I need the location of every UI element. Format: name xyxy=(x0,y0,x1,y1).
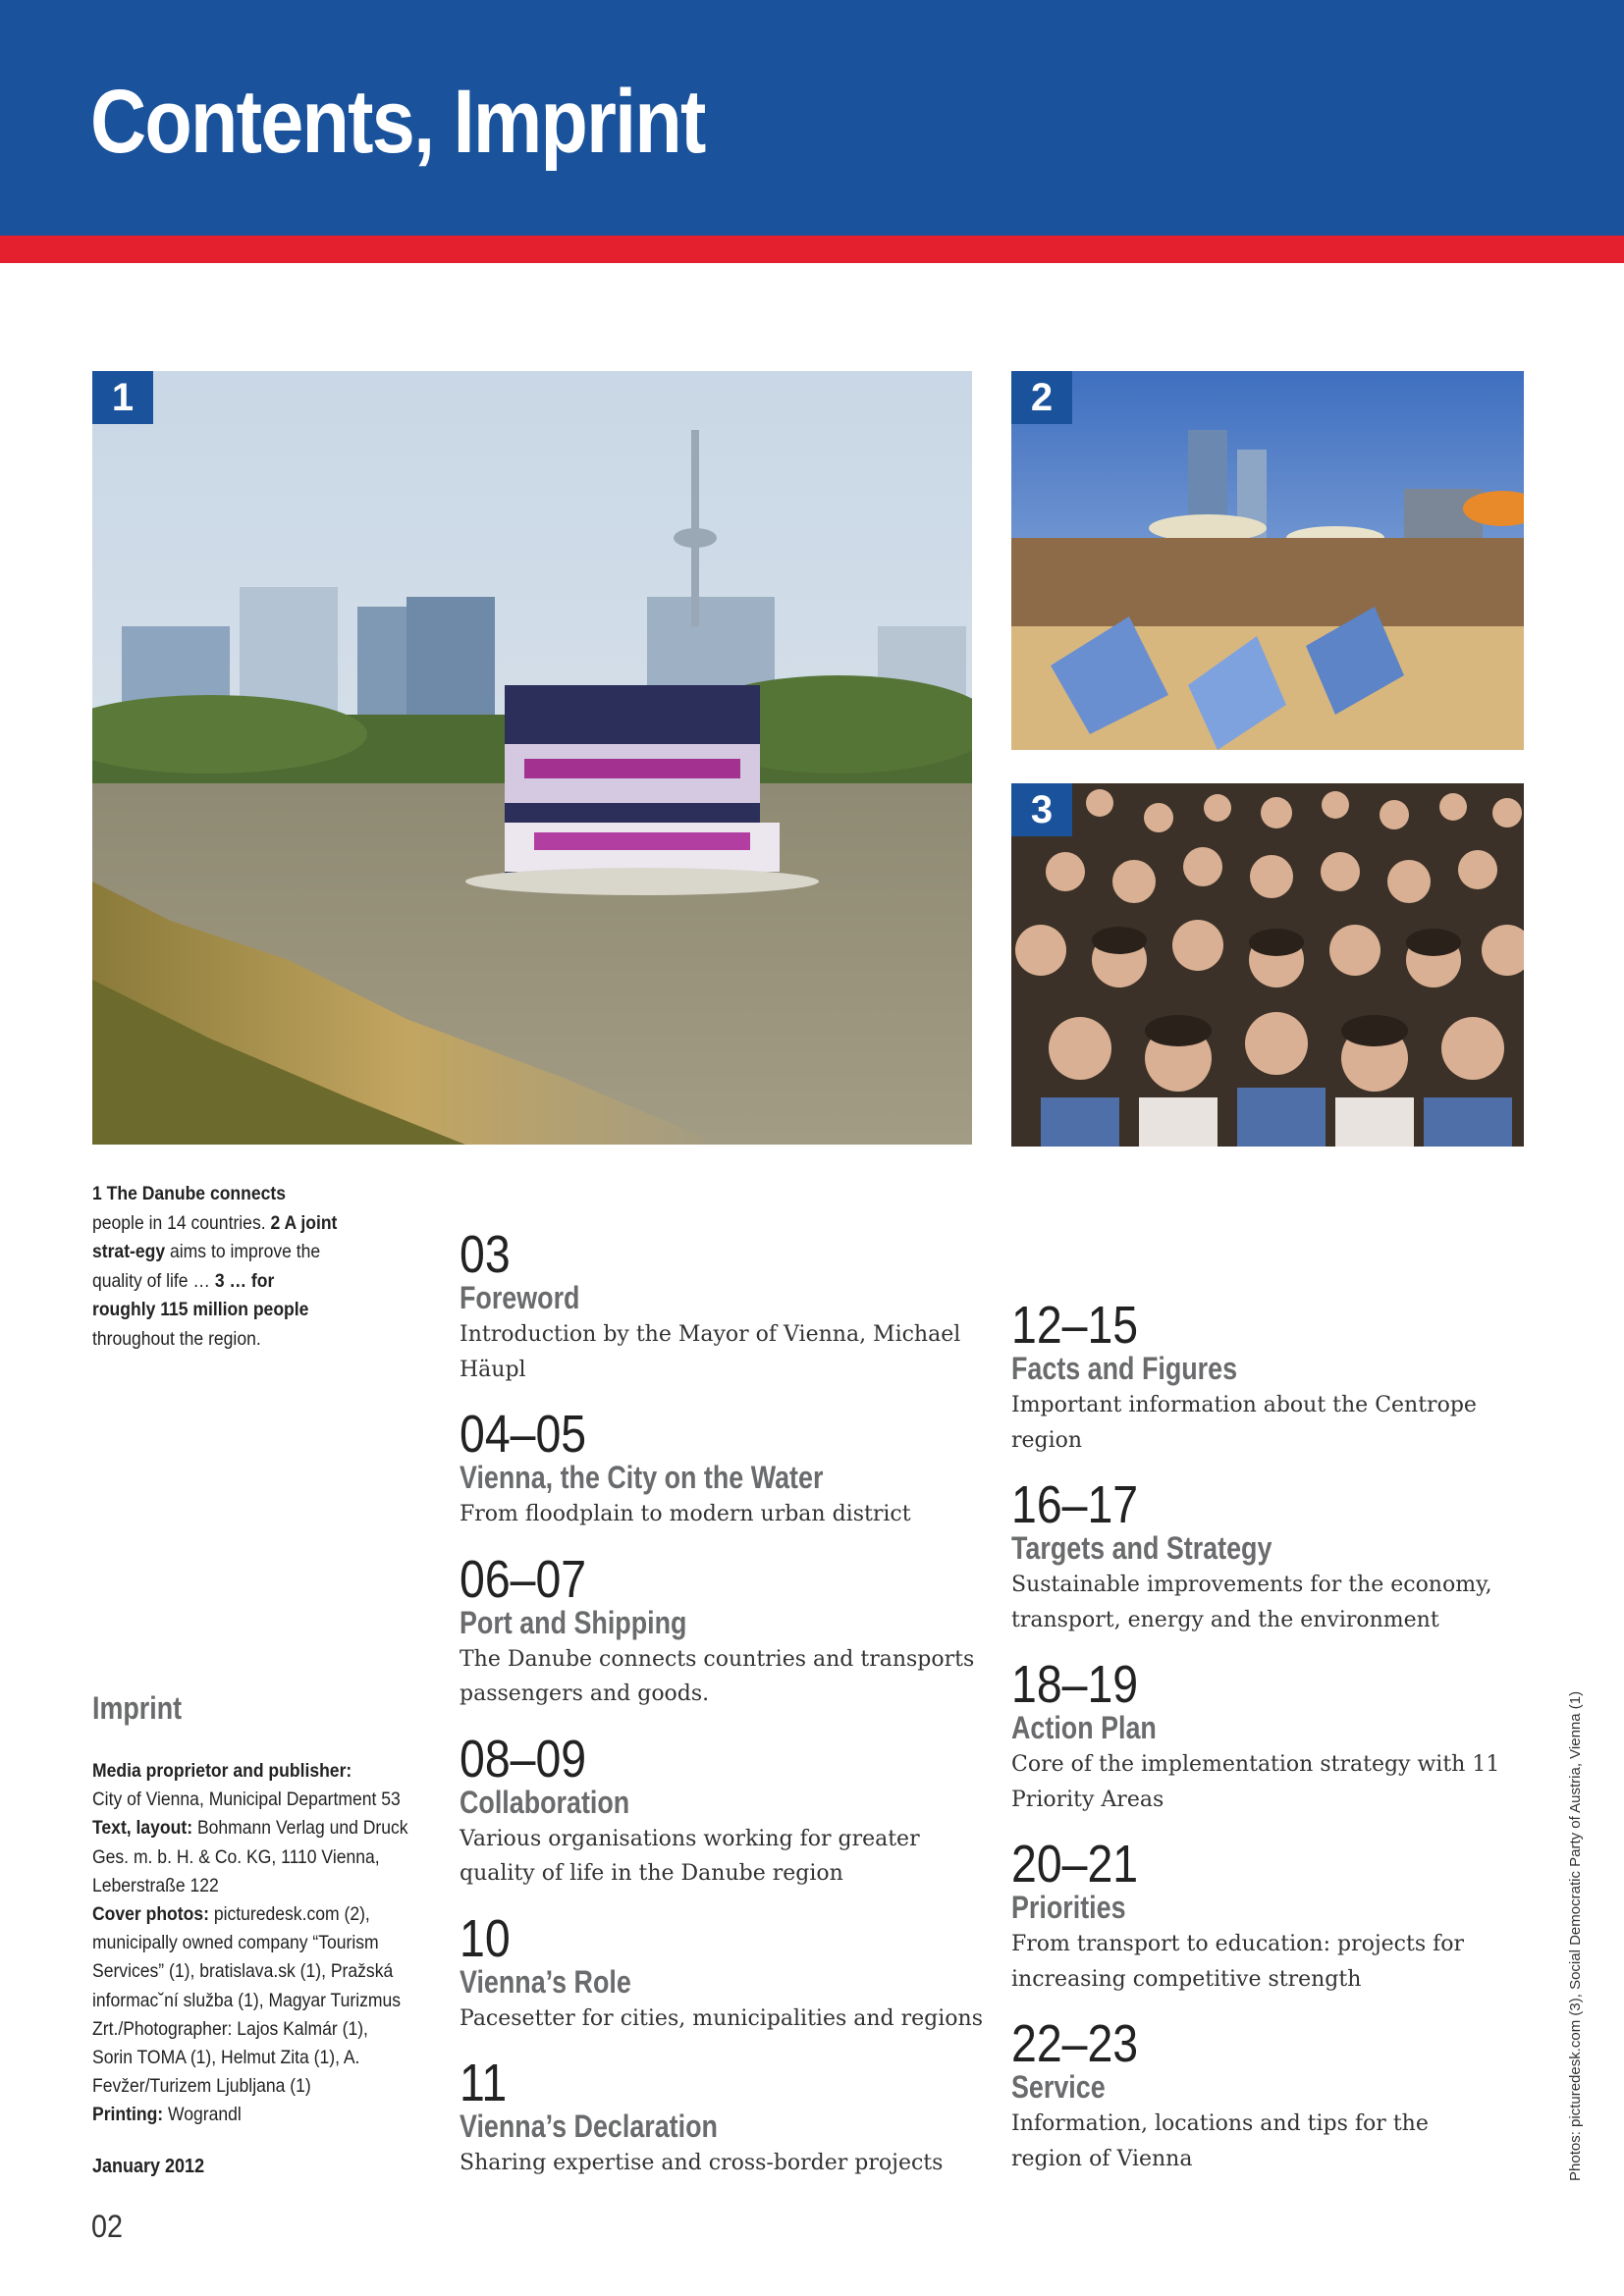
photo-caption xyxy=(92,1180,340,1354)
imprint-label: Text, layout: xyxy=(92,1817,193,1840)
toc-page-number: 12–15 xyxy=(1011,1296,1139,1355)
imprint-text: Wograndl xyxy=(163,2104,242,2126)
toc-heading: Targets and Strategy xyxy=(1011,1530,1272,1566)
photo-badge: 3 xyxy=(1011,783,1072,836)
toc-description: From floodplain to modern urban district xyxy=(460,1502,911,1526)
toc-description: Core of the implementation strategy with 11 Priority Areas xyxy=(1011,1752,1500,1812)
photo-badge: 1 xyxy=(92,371,153,424)
photo-badge: 2 xyxy=(1011,371,1072,424)
page-title: Contents, Imprint xyxy=(90,72,705,172)
toc-entry[interactable] xyxy=(460,1729,990,1892)
toc-heading: Vienna, the City on the Water xyxy=(460,1460,824,1495)
toc-column-left xyxy=(460,1225,990,2203)
toc-description: Important information about the Centrope region xyxy=(1011,1393,1477,1453)
page-number: 02 xyxy=(91,2209,124,2244)
caption-text: aims to improve the quality of life … xyxy=(92,1241,321,1292)
toc-heading: Port and Shipping xyxy=(460,1604,687,1640)
toc-entry[interactable] xyxy=(1011,1655,1502,1817)
toc-entry[interactable] xyxy=(1011,1475,1502,1637)
imprint-text: Bohmann Verlag und Druck Ges. m. b. H. & Co. KG, 1110 Vienna, Leberstraße 122 xyxy=(92,1817,408,1896)
header-stripe xyxy=(0,236,1624,263)
toc-entry[interactable] xyxy=(460,1225,990,1387)
toc-heading: Action Plan xyxy=(1011,1710,1157,1745)
photo-danube-boat xyxy=(92,371,972,1145)
toc-description: Sharing expertise and cross-border projects xyxy=(460,2151,944,2175)
toc-page-number: 08–09 xyxy=(460,1729,587,1789)
imprint-body xyxy=(92,1757,410,2130)
toc-page-number: 22–23 xyxy=(1011,2014,1139,2073)
toc-description: Information, locations and tips for the region of Vienna xyxy=(1011,2111,1429,2171)
toc-description: Various organisations working for greater quality of life in the Danube region xyxy=(460,1826,920,1886)
imprint-label: Media proprietor and publisher: xyxy=(92,1760,352,1782)
imprint-text: City of Vienna, Municipal Department 53 xyxy=(92,1789,401,1811)
caption-bold: 3 … for roughly 115 million people xyxy=(92,1269,309,1320)
toc-description: Pacesetter for cities, municipalities and regions xyxy=(460,2005,983,2031)
toc-page-number: 20–21 xyxy=(1011,1835,1139,1894)
photo-credit: Photos: picturedesk.com (3), Social Democratic Party of Austria, Vienna (1) xyxy=(1567,1690,1584,2181)
toc-description: The Danube connects countries and transports passengers and goods. xyxy=(460,1646,975,1706)
toc-page-number: 18–19 xyxy=(1011,1655,1139,1714)
toc-entry[interactable] xyxy=(460,1405,990,1532)
caption-text: throughout the region. xyxy=(92,1327,261,1350)
imprint-label: Printing: xyxy=(92,2104,164,2126)
toc-heading: Vienna’s Role xyxy=(460,1963,631,2000)
imprint-text: picturedesk.com (2), municipally owned company “Tourism Services” (1), bratislava.sk (1), Pražská informac˘ní služba (1), Magyar Turizmus Zrt./Photographer: Lajos Kalmár (1), Sorin TOMA (1), Helmut Zita (1), A. Fevžer/Turizem Ljubljana (1) xyxy=(92,1903,402,2098)
toc-heading: Service xyxy=(1011,2069,1106,2105)
caption-bold: 1 The Danube connects xyxy=(92,1183,287,1204)
toc-page-number: 11 xyxy=(460,2054,508,2112)
toc-entry[interactable] xyxy=(1011,2014,1502,2176)
toc-heading: Facts and Figures xyxy=(1011,1351,1238,1386)
caption-text: people in 14 countries. xyxy=(92,1211,271,1234)
toc-entry[interactable] xyxy=(460,1908,990,2037)
toc-heading: Collaboration xyxy=(460,1784,630,1820)
toc-page-number: 06–07 xyxy=(460,1549,587,1609)
toc-page-number: 16–17 xyxy=(1011,1475,1139,1534)
photo-city-beach xyxy=(1011,371,1524,750)
toc-column-right xyxy=(1011,1296,1502,2198)
toc-description: From transport to education: projects for increasing competitive strength xyxy=(1011,1932,1465,1992)
caption-bold: 2 A joint strat-egy xyxy=(92,1211,338,1262)
toc-page-number: 03 xyxy=(460,1225,511,1284)
toc-entry[interactable] xyxy=(460,2054,990,2181)
imprint-label: Cover photos: xyxy=(92,1903,209,1926)
imprint-date: January 2012 xyxy=(92,2156,205,2177)
photo-crowd xyxy=(1011,783,1524,1147)
imprint-title: Imprint xyxy=(92,1690,183,1726)
header-banner xyxy=(0,0,1624,236)
toc-entry[interactable] xyxy=(460,1549,990,1712)
toc-description: Introduction by the Mayor of Vienna, Michael Häupl xyxy=(460,1322,961,1382)
toc-page-number: 10 xyxy=(460,1908,511,1968)
toc-heading: Foreword xyxy=(460,1280,580,1315)
toc-entry[interactable] xyxy=(1011,1835,1502,1997)
toc-heading: Vienna’s Declaration xyxy=(460,2109,718,2144)
toc-page-number: 04–05 xyxy=(460,1405,587,1464)
toc-description: Sustainable improvements for the economy, transport, energy and the environment xyxy=(1011,1573,1492,1632)
toc-heading: Priorities xyxy=(1011,1890,1126,1925)
toc-entry[interactable] xyxy=(1011,1296,1502,1458)
